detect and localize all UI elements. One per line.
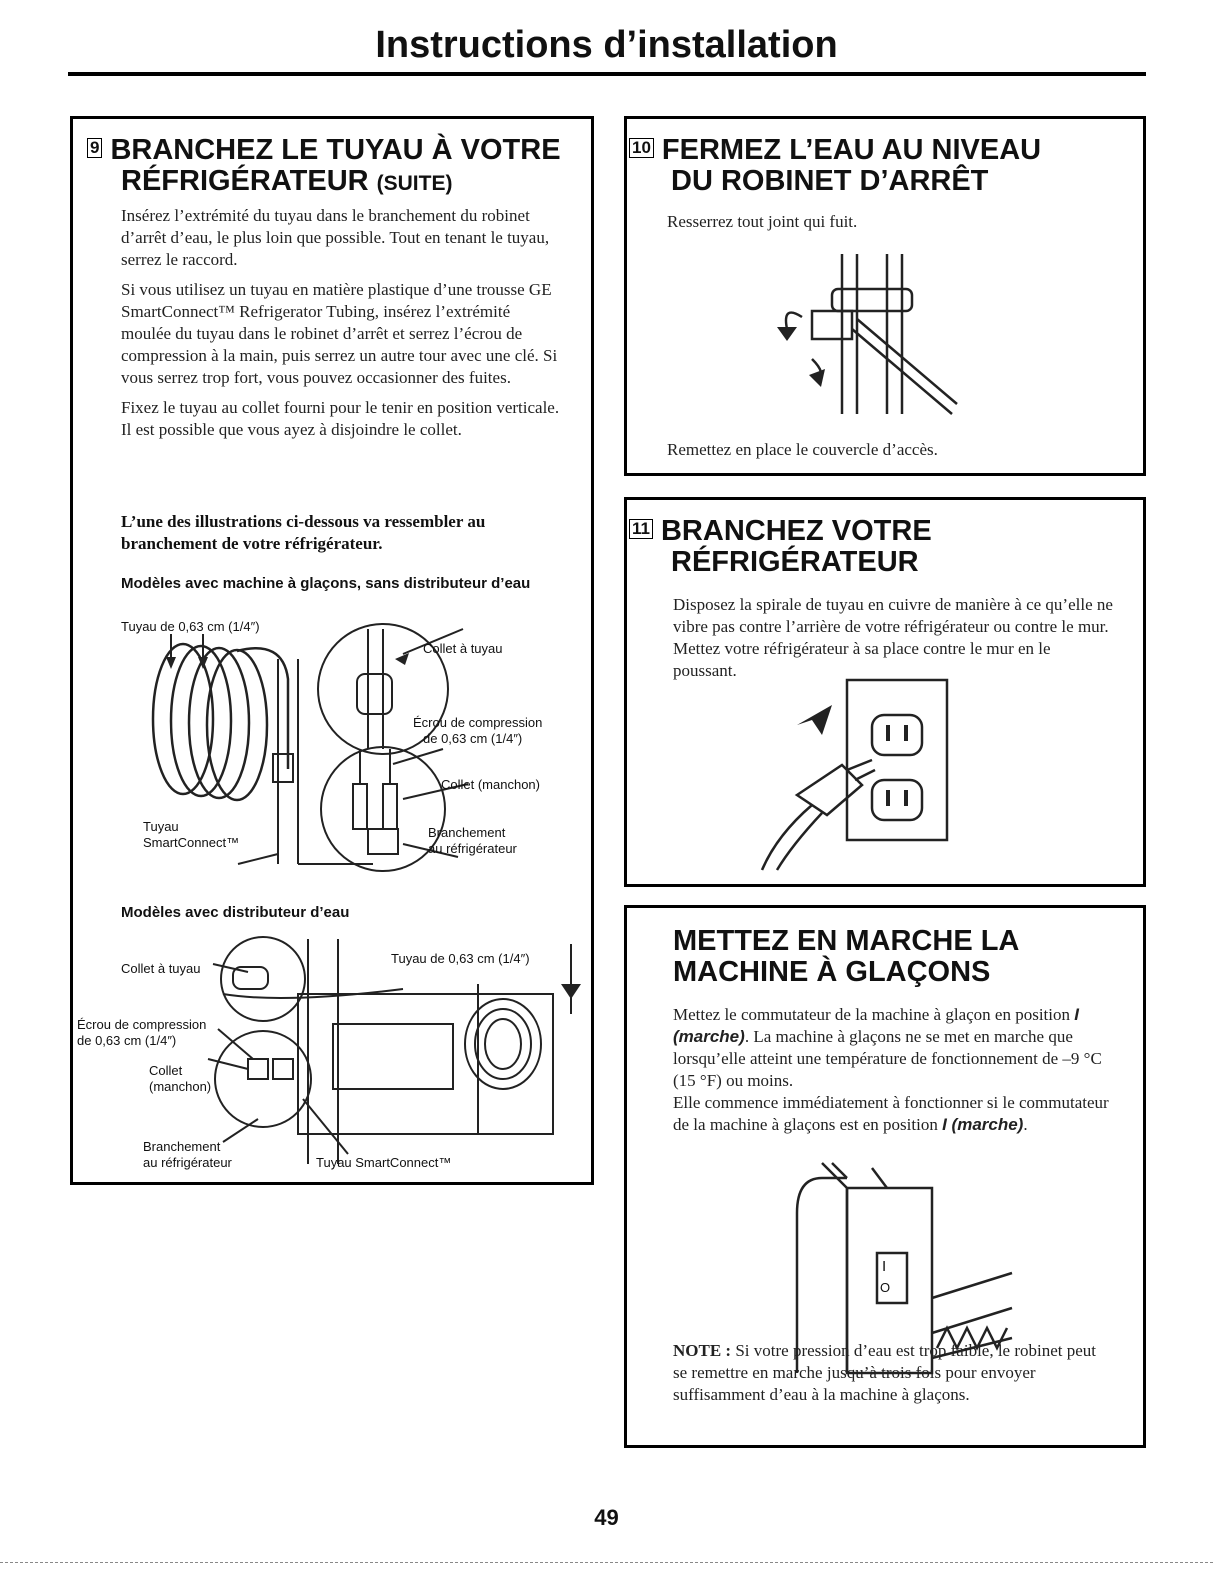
fig1-subtitle: Modèles avec machine à glaçons, sans distributeur d’eau <box>121 575 531 592</box>
step11-heading-line1: BRANCHEZ VOTRE <box>660 515 932 547</box>
icemaker-heading-line2: MACHINE À GLAÇONS <box>673 956 991 988</box>
fig1-label-conn1: Branchement <box>428 825 506 840</box>
step10-para1: Resserrez tout joint qui fuit. <box>667 212 858 231</box>
fig2-label-tube: Tuyau de 0,63 cm (1/4″) <box>391 951 530 966</box>
step10-heading <box>629 135 1041 197</box>
fig2-label-sleeve1: Collet <box>149 1063 183 1078</box>
step11-box <box>624 497 1146 887</box>
switch-on-symbol: I <box>882 1258 887 1275</box>
step11-heading-line2: RÉFRIGÉRATEUR <box>671 546 919 578</box>
step9-lead: L’une des illustrations ci-dessous va ressembler au branchement de votre réfrigérateur. <box>121 512 486 553</box>
page-number: 49 <box>594 1505 619 1530</box>
title-rule <box>68 72 1146 76</box>
icemaker-para2-b: I (marche) <box>942 1115 1024 1134</box>
page-title: Instructions d’installation <box>375 24 838 66</box>
bottom-rule <box>0 1562 1213 1563</box>
fig1-label-nut1: Écrou de compression <box>413 715 543 730</box>
icemaker-para1 <box>673 1004 1113 1092</box>
icemaker-heading-line1: METTEZ EN MARCHE LA <box>673 925 1020 957</box>
step10-heading-line2: DU ROBINET D’ARRÊT <box>671 165 989 197</box>
step9-para1: Insérez l’extrémité du tuyau dans le branchement du robinet d’arrêt d’eau, le plus loin que possible. Tout en tenant le tuyau, serrez le raccord. <box>121 206 550 269</box>
fig1-label-tube: Tuyau de 0,63 cm (1/4″) <box>121 619 260 634</box>
icemaker-para2-c: . <box>1023 1115 1028 1134</box>
step9-heading-line2: RÉFRIGÉRATEUR <box>121 165 369 197</box>
fig1-label-nut2: de 0,63 cm (1/4″) <box>423 731 523 746</box>
step10-para2: Remettez en place le couvercle d’accès. <box>667 440 938 459</box>
fig2-subtitle: Modèles avec distributeur d’eau <box>121 904 350 921</box>
step9-para3: Fixez le tuyau au collet fourni pour le tenir en position verticale. Il est possible que vous ayez à disjoindre le collet. <box>121 398 560 439</box>
icemaker-box <box>624 905 1146 1448</box>
fig2-label-clamp: Collet à tuyau <box>121 961 201 976</box>
step9-heading-line1: BRANCHEZ LE TUYAU À VOTRE <box>110 134 561 166</box>
fig2-label-nut2: de 0,63 cm (1/4″) <box>77 1033 177 1048</box>
icemaker-note-label: NOTE : <box>673 1341 732 1360</box>
step9-number: 9 <box>87 138 102 158</box>
icemaker-para1-b: I (marche) <box>673 1005 1079 1046</box>
icemaker-para2-a: Elle commence immédiatement à fonctionner si le commutateur de la machine à glaçons est en position <box>673 1093 1109 1134</box>
step9-heading-suffix: (SUITE) <box>376 172 453 195</box>
step11-para1: Disposez la spirale de tuyau en cuivre de manière à ce qu’elle ne vibre pas contre l’arrière de votre réfrigérateur ou contre le mur. Mettez votre réfrigérateur à sa place contre le mur en le poussant. <box>673 595 1113 680</box>
step11-number: 11 <box>629 519 653 539</box>
fig1-label-smart2: SmartConnect™ <box>143 835 240 850</box>
fig1-label-conn2: au réfrigérateur <box>428 841 517 856</box>
switch-off-symbol: O <box>880 1280 891 1295</box>
shutoff-valve-illustration <box>757 249 1017 419</box>
fig1-label-sleeve: Collet (manchon) <box>441 777 540 792</box>
step9-para2: Si vous utilisez un tuyau en matière plastique d’une trousse GE SmartConnect™ Refrigerator Tubing, insérez l’extrémité moulée du tuyau dans le robinet d’arrêt et serrez l’écrou de compression à la main, puis serrez un autre tour avec une clé. Si vous serrez trop fort, vous pouvez occasionner des fuites. <box>121 280 558 387</box>
fig2-label-conn1: Branchement <box>143 1139 221 1154</box>
step9-heading <box>87 135 581 199</box>
icemaker-para1-a: Mettez le commutateur de la machine à glaçon en position <box>673 1005 1070 1024</box>
step11-heading <box>629 516 932 578</box>
fig1-label-smart1: Tuyau <box>143 819 179 834</box>
step10-number: 10 <box>629 138 654 158</box>
fig2-label-smart: Tuyau SmartConnect™ <box>316 1155 452 1170</box>
fig2-label-conn2: au réfrigérateur <box>143 1155 232 1170</box>
icemaker-note <box>673 1340 1113 1406</box>
power-outlet-illustration <box>757 675 977 875</box>
step10-box <box>624 116 1146 476</box>
fig1-label-clamp: Collet à tuyau <box>423 641 503 656</box>
fig2-label-sleeve2: (manchon) <box>149 1079 212 1094</box>
icemaker-para2 <box>673 1092 1113 1136</box>
icemaker-note-text: Si votre pression d’eau est trop faible, le robinet peut se remettre en marche jusqu’à trois fois pour envoyer suffisamment d’eau à la machine à glaçons. <box>673 1341 1097 1404</box>
step9-box <box>70 116 594 1185</box>
icemaker-para1-c: . La machine à glaçons ne se met en marche que lorsqu’elle atteint une température de fonctionnement de –9 °C (15 °F) ou moins. <box>673 1027 1102 1090</box>
step10-heading-line1: FERMEZ L’EAU AU NIVEAU <box>661 134 1042 166</box>
fig2-label-nut1: Écrou de compression <box>77 1017 207 1032</box>
icemaker-heading <box>673 926 1019 988</box>
